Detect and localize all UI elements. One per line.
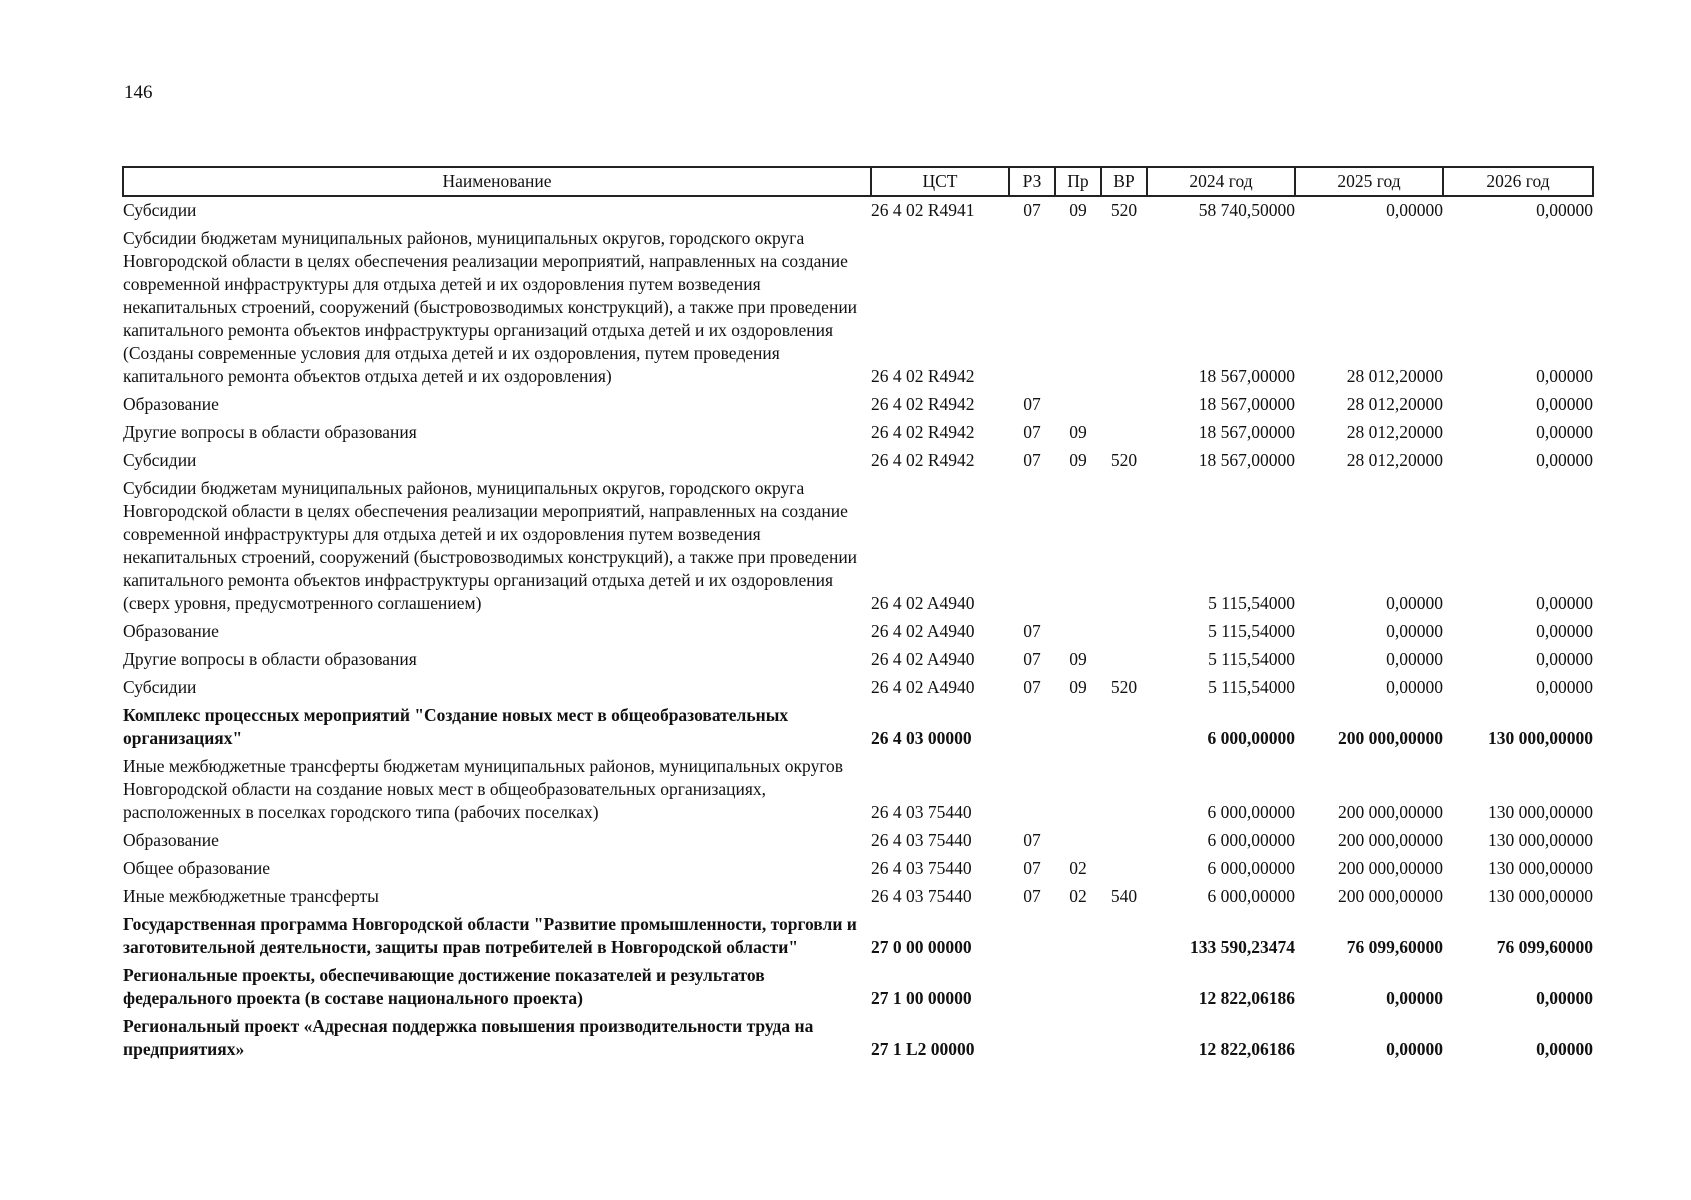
row-amount-2024: 5 115,54000	[1208, 649, 1295, 669]
row-name: Субсидии	[123, 450, 197, 470]
row-name: Общее образование	[123, 858, 270, 878]
page-number: 146	[124, 82, 153, 103]
row-amount-2024: 18 567,00000	[1198, 450, 1295, 470]
header-name: Наименование	[123, 167, 871, 196]
row-amount-2025: 76 099,60000	[1346, 937, 1443, 957]
row-pr	[1055, 618, 1101, 646]
row-amount-2025: 0,00000	[1386, 1039, 1443, 1059]
row-rz	[1009, 753, 1055, 827]
row-amount-2026: 0,00000	[1536, 677, 1593, 697]
table-row	[123, 225, 1593, 391]
row-cst: 27 0 00 00000	[871, 937, 972, 957]
row-amount-2026: 0,00000	[1536, 450, 1593, 470]
row-amount-2026: 130 000,00000	[1488, 728, 1593, 748]
row-cst: 26 4 02 R4941	[871, 200, 975, 220]
header-2026: 2026 год	[1443, 167, 1593, 196]
row-name: Субсидии	[123, 677, 197, 697]
row-name: Комплекс процессных мероприятий "Создание новых мест в общеобразовательных организациях"	[123, 705, 789, 748]
row-amount-2025: 0,00000	[1386, 649, 1443, 669]
row-rz	[1009, 962, 1055, 1013]
row-name: Образование	[123, 621, 219, 641]
row-vr	[1101, 753, 1147, 827]
header-row	[123, 167, 1593, 196]
row-amount-2025: 0,00000	[1386, 200, 1443, 220]
row-pr: 02	[1069, 886, 1087, 906]
table-row	[123, 391, 1593, 419]
row-rz: 07	[1023, 450, 1041, 470]
table-row	[123, 618, 1593, 646]
row-name: Другие вопросы в области образования	[123, 649, 417, 669]
row-amount-2024: 18 567,00000	[1198, 366, 1295, 386]
row-cst: 26 4 02 R4942	[871, 450, 975, 470]
row-cst: 26 4 02 R4942	[871, 422, 975, 442]
row-vr	[1101, 646, 1147, 674]
header-cst: ЦСТ	[871, 167, 1009, 196]
row-vr	[1101, 419, 1147, 447]
table-row	[123, 827, 1593, 855]
row-amount-2024: 6 000,00000	[1207, 858, 1295, 878]
row-pr	[1055, 702, 1101, 753]
row-amount-2026: 130 000,00000	[1488, 802, 1593, 822]
table-row	[123, 1013, 1593, 1064]
row-rz: 07	[1023, 621, 1041, 641]
table-row	[123, 702, 1593, 753]
row-amount-2024: 6 000,00000	[1207, 886, 1295, 906]
table-body	[123, 196, 1593, 1064]
row-amount-2026: 0,00000	[1536, 649, 1593, 669]
row-name: Субсидии	[123, 200, 197, 220]
row-rz: 07	[1023, 394, 1041, 414]
row-name: Иные межбюджетные трансферты	[123, 886, 379, 906]
row-pr: 09	[1069, 649, 1087, 669]
row-rz	[1009, 911, 1055, 962]
row-vr	[1101, 618, 1147, 646]
row-amount-2024: 18 567,00000	[1198, 394, 1295, 414]
row-vr	[1101, 962, 1147, 1013]
row-amount-2024: 5 115,54000	[1208, 593, 1295, 613]
row-pr	[1055, 391, 1101, 419]
table-row	[123, 196, 1593, 225]
row-rz: 07	[1023, 830, 1041, 850]
row-pr: 02	[1069, 858, 1087, 878]
row-pr	[1055, 962, 1101, 1013]
row-vr: 540	[1110, 886, 1138, 906]
row-rz	[1009, 1013, 1055, 1064]
row-amount-2025: 200 000,00000	[1338, 886, 1443, 906]
row-amount-2024: 12 822,06186	[1198, 988, 1295, 1008]
row-pr	[1055, 911, 1101, 962]
row-vr	[1101, 225, 1147, 391]
row-amount-2026: 130 000,00000	[1488, 830, 1593, 850]
row-amount-2026: 130 000,00000	[1488, 858, 1593, 878]
row-amount-2026: 130 000,00000	[1488, 886, 1593, 906]
row-cst: 26 4 02 A4940	[871, 677, 975, 697]
row-cst: 26 4 02 A4940	[871, 621, 975, 641]
row-amount-2025: 0,00000	[1386, 988, 1443, 1008]
row-cst: 26 4 02 R4942	[871, 394, 975, 414]
row-cst: 26 4 03 75440	[871, 830, 972, 850]
row-name: Образование	[123, 394, 219, 414]
row-cst: 26 4 02 R4942	[871, 366, 975, 386]
row-amount-2026: 0,00000	[1536, 422, 1593, 442]
row-name: Субсидии бюджетам муниципальных районов, муниципальных округов, городского округа Новгородской области в целях обеспечения реализации мероприятий, направленных на создание современной инфраструктуры для отдыха детей и их оздоровления путем возведения некапитальных строений, сооружений (быстровозводимых конструкций), а также при проведении капитального ремонта объектов инфраструктуры организаций отдыха детей и их оздоровления (Созданы современные условия для отдыха детей и их оздоровления, путем проведения капитального ремонта объектов отдыха детей и их оздоровления)	[123, 228, 858, 386]
row-amount-2025: 200 000,00000	[1338, 830, 1443, 850]
row-amount-2026: 76 099,60000	[1496, 937, 1593, 957]
row-amount-2025: 200 000,00000	[1338, 858, 1443, 878]
row-rz: 07	[1023, 200, 1041, 220]
row-amount-2025: 0,00000	[1386, 677, 1443, 697]
row-amount-2024: 133 590,23474	[1190, 937, 1295, 957]
row-amount-2024: 58 740,50000	[1198, 200, 1295, 220]
row-cst: 26 4 02 A4940	[871, 649, 975, 669]
row-amount-2025: 28 012,20000	[1346, 450, 1443, 470]
row-name: Иные межбюджетные трансферты бюджетам муниципальных районов, муниципальных округов Новгородской области на создание новых мест в общеобразовательных организациях, расположенных в поселках городского типа (рабочих поселках)	[123, 756, 844, 822]
row-rz: 07	[1023, 886, 1041, 906]
row-rz: 07	[1023, 677, 1041, 697]
row-amount-2024: 6 000,00000	[1207, 802, 1295, 822]
row-name: Образование	[123, 830, 219, 850]
row-pr: 09	[1069, 422, 1087, 442]
row-amount-2026: 0,00000	[1536, 988, 1593, 1008]
header-2025: 2025 год	[1295, 167, 1443, 196]
row-rz	[1009, 225, 1055, 391]
row-amount-2026: 0,00000	[1536, 200, 1593, 220]
row-pr	[1055, 1013, 1101, 1064]
budget-table	[122, 166, 1594, 1064]
row-amount-2026: 0,00000	[1536, 1039, 1593, 1059]
row-pr	[1055, 827, 1101, 855]
row-vr: 520	[1110, 450, 1138, 470]
row-pr: 09	[1069, 200, 1087, 220]
row-vr	[1101, 827, 1147, 855]
row-pr: 09	[1069, 450, 1087, 470]
table-row	[123, 911, 1593, 962]
row-cst: 27 1 00 00000	[871, 988, 972, 1008]
row-pr: 09	[1069, 677, 1087, 697]
row-cst: 26 4 02 A4940	[871, 593, 975, 613]
row-amount-2026: 0,00000	[1536, 394, 1593, 414]
row-rz: 07	[1023, 422, 1041, 442]
header-vr: ВР	[1101, 167, 1147, 196]
row-cst: 27 1 L2 00000	[871, 1039, 975, 1059]
table-row	[123, 674, 1593, 702]
row-rz	[1009, 475, 1055, 618]
table-row	[123, 962, 1593, 1013]
row-vr: 520	[1110, 677, 1138, 697]
row-amount-2024: 12 822,06186	[1198, 1039, 1295, 1059]
row-amount-2024: 5 115,54000	[1208, 621, 1295, 641]
row-amount-2026: 0,00000	[1536, 593, 1593, 613]
row-amount-2025: 28 012,20000	[1346, 422, 1443, 442]
row-amount-2025: 28 012,20000	[1346, 394, 1443, 414]
row-vr: 520	[1110, 200, 1138, 220]
table-row	[123, 646, 1593, 674]
row-pr	[1055, 475, 1101, 618]
row-name: Региональный проект «Адресная поддержка повышения производительности труда на предприятиях»	[123, 1016, 814, 1059]
row-rz: 07	[1023, 858, 1041, 878]
row-amount-2025: 200 000,00000	[1338, 728, 1443, 748]
row-amount-2025: 0,00000	[1386, 621, 1443, 641]
row-vr	[1101, 911, 1147, 962]
row-name: Субсидии бюджетам муниципальных районов, муниципальных округов, городского округа Новгородской области в целях обеспечения реализации мероприятий, направленных на создание современной инфраструктуры для отдыха детей и их оздоровления путем возведения некапитальных строений, сооружений (быстровозводимых конструкций), а также при проведении капитального ремонта объектов инфраструктуры организаций отдыха детей и их оздоровления (сверх уровня, предусмотренного соглашением)	[123, 478, 858, 613]
table-row	[123, 753, 1593, 827]
row-amount-2025: 200 000,00000	[1338, 802, 1443, 822]
row-vr	[1101, 475, 1147, 618]
row-amount-2024: 5 115,54000	[1208, 677, 1295, 697]
row-amount-2024: 6 000,00000	[1207, 830, 1295, 850]
header-rz: РЗ	[1009, 167, 1055, 196]
row-amount-2025: 0,00000	[1386, 593, 1443, 613]
row-cst: 26 4 03 75440	[871, 858, 972, 878]
row-vr	[1101, 855, 1147, 883]
row-vr	[1101, 702, 1147, 753]
row-name: Государственная программа Новгородской области "Развитие промышленности, торговли и заготовительной деятельности, защиты прав потребителей в Новгородской области"	[123, 914, 857, 957]
row-cst: 26 4 03 00000	[871, 728, 972, 748]
row-name: Региональные проекты, обеспечивающие достижение показателей и результатов федерального проекта (в составе национального проекта)	[123, 965, 765, 1008]
table-row	[123, 447, 1593, 475]
row-vr	[1101, 1013, 1147, 1064]
row-cst: 26 4 03 75440	[871, 802, 972, 822]
row-amount-2026: 0,00000	[1536, 621, 1593, 641]
table-row	[123, 419, 1593, 447]
header-2024: 2024 год	[1147, 167, 1295, 196]
row-amount-2026: 0,00000	[1536, 366, 1593, 386]
table-row	[123, 475, 1593, 618]
row-pr	[1055, 225, 1101, 391]
header-pr: Пр	[1055, 167, 1101, 196]
table-row	[123, 855, 1593, 883]
row-name: Другие вопросы в области образования	[123, 422, 417, 442]
row-cst: 26 4 03 75440	[871, 886, 972, 906]
row-pr	[1055, 753, 1101, 827]
row-amount-2024: 6 000,00000	[1207, 728, 1295, 748]
table-row	[123, 883, 1593, 911]
row-vr	[1101, 391, 1147, 419]
row-amount-2024: 18 567,00000	[1198, 422, 1295, 442]
row-amount-2025: 28 012,20000	[1346, 366, 1443, 386]
row-rz	[1009, 702, 1055, 753]
row-rz: 07	[1023, 649, 1041, 669]
